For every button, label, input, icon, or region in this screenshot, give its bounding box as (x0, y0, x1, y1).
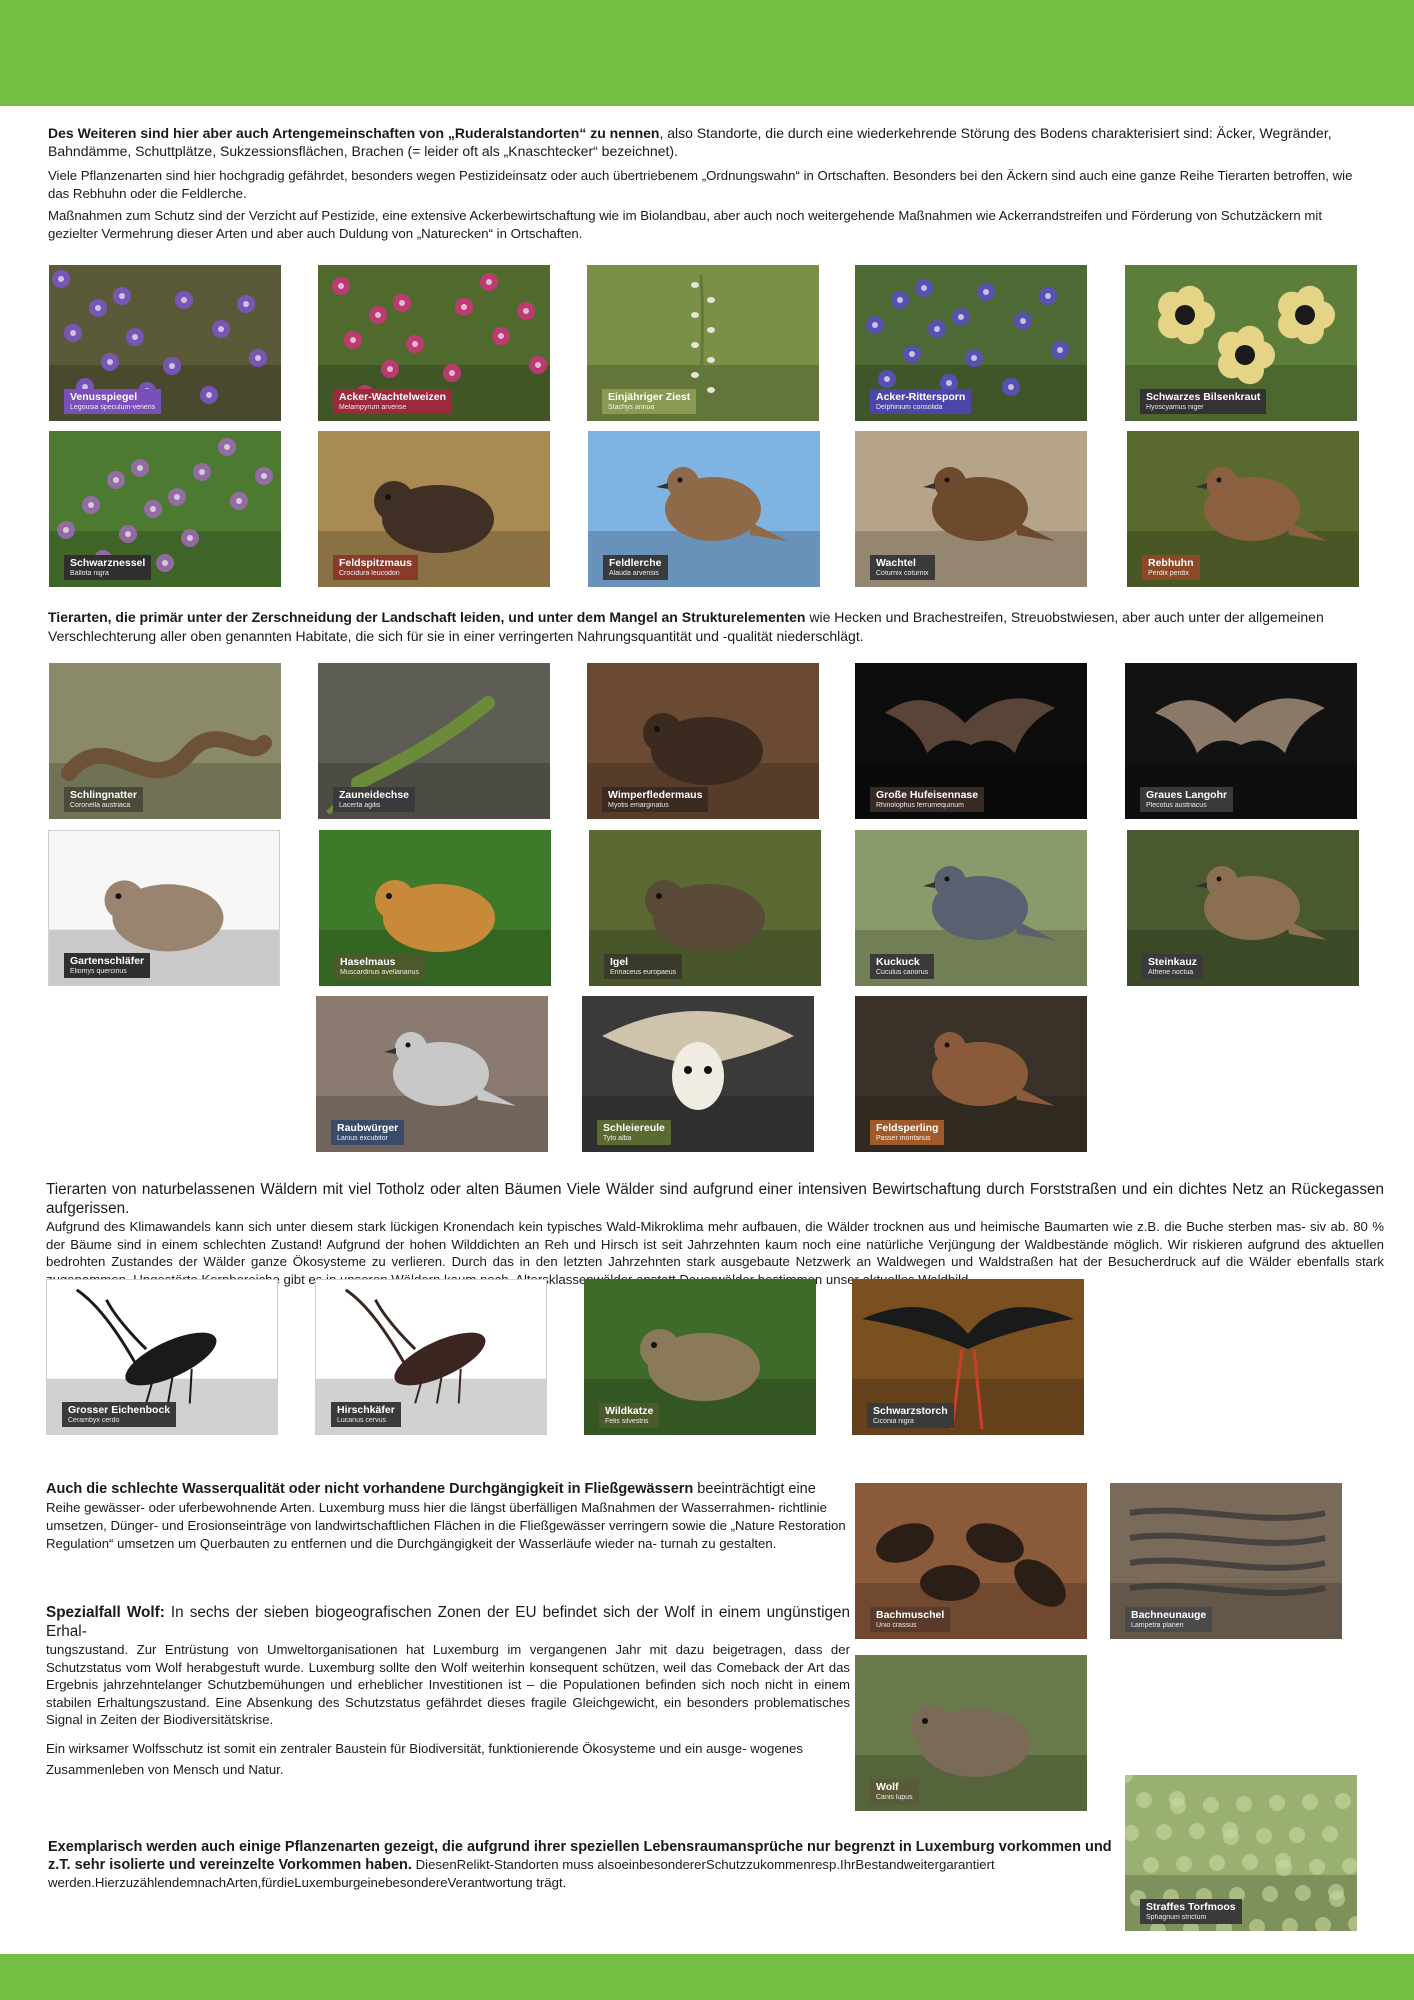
species-caption (604, 954, 682, 979)
species-photo (1127, 431, 1359, 587)
species-photo (855, 265, 1087, 421)
species-photo (587, 265, 819, 421)
species-photo (315, 1279, 547, 1435)
section-wolf-text (46, 1603, 850, 1729)
species-photo (855, 830, 1087, 986)
species-caption (603, 555, 668, 580)
section-forest-text (46, 1180, 1384, 1288)
species-common-name: Schwarzstorch (873, 1405, 948, 1417)
species-common-name: Schwarznessel (70, 557, 146, 569)
species-photo (855, 996, 1087, 1152)
species-caption (870, 1120, 944, 1145)
species-caption (1140, 787, 1233, 812)
species-caption (333, 389, 452, 414)
species-latin-name: Crocidura leucodon (339, 570, 400, 577)
species-caption (870, 389, 971, 414)
species-common-name: Igel (610, 956, 629, 968)
species-latin-name: Melampyrum arvense (339, 404, 407, 411)
ruderal-lead-rest: , also Standorte, die durch eine wiederkehrende Störung des Bodens charakterisiert sind: Äcker, Wegränder, Bahndämme, Schuttplätze, Sukzessionsflächen, Brachen (= leider oft als „Knaschtecker“ bezeichnet). (48, 125, 1332, 159)
water-body: Reihe gewässer- oder uferbewohnende Arten. Luxemburg muss hier die längst überfälligen Maßnahmen der Wasserrahmen- richtlinie umsetzen, Dünger- und Erosionseinträge von landwirtschaftlichen Flächen in die Fließgewässer verringern sowie die „Nature Restoration Regulation“ umsetzen um Querbauten zu entfernen und die Durchgängigkeit der Wasserläufe wieder na- turnah zu gestalten. (46, 1500, 846, 1551)
species-common-name: Feldspitzmaus (339, 557, 412, 569)
species-common-name: Acker-Wachtelweizen (339, 391, 446, 403)
species-latin-name: Ciconia nigra (873, 1418, 914, 1425)
species-latin-name: Athene noctua (1148, 969, 1194, 976)
species-latin-name: Legousia speculum-veneris (70, 404, 156, 411)
species-latin-name: Delphinium consolida (876, 404, 943, 411)
species-latin-name: Cuculus canorus (876, 969, 929, 976)
species-latin-name: Ballota nigra (70, 570, 109, 577)
species-common-name: Grosser Eichenbock (68, 1404, 171, 1416)
section-ruderal-text-2 (48, 167, 1358, 243)
species-caption (64, 389, 161, 414)
species-photo (318, 265, 550, 421)
wolf-lead-bold: Spezialfall Wolf: (46, 1604, 165, 1621)
forest-body: Aufgrund des Klimawandels kann sich unter diesem stark lückigen Kronendach kein typisches Wald-Mikroklima mehr aufbauen, die Wälder trocknen aus und heimische Baumarten wie z.B. die Buche sterben mas- siv ab. 80 % der Bäume sind in einem schlechten Zustand! Aufgrund der hohen Wilddichten an Reh und Hirsch ist seit Jahrzehnten kaum noch eine natürliche Verjüngung der Waldbestände möglich. Wir riskieren aufgrund des aktuellen bedrohten Zustandes der Wälder ganze Ökosysteme zu verlieren. Durch das in den letzten Jahrzehnten stark ausgebaute Netzwerk an Waldwegen und Waldstraßen hat der Besucherdruck auf die Wälder ebenfalls stark gibt Altersklassenwälder unser (46, 1219, 1384, 1287)
species-photo (584, 1279, 816, 1435)
species-common-name: Schleiereule (603, 1122, 665, 1134)
species-photo (1125, 663, 1357, 819)
ruderal-p3: Maßnahmen zum Schutz sind der Verzicht auf Pestizide, eine extensive Ackerbewirtschaftung wie im Biolandbau, aber auch noch weitergehende Maßnahmen wie Ackerrandstreifen und Förderung von Schutzäckern mit gezielter Vermehrung dieser Arten und aber auch Duldung von „Naturecken“ in Ortschaften. (48, 208, 1323, 241)
species-photo (49, 663, 281, 819)
species-caption (1142, 954, 1203, 979)
species-photo (318, 663, 550, 819)
species-common-name: Bachmuschel (876, 1609, 945, 1621)
species-photo (319, 830, 551, 986)
species-photo (855, 663, 1087, 819)
species-latin-name: Plecotus austriacus (1146, 802, 1207, 809)
species-caption (1125, 1607, 1212, 1632)
section-plants-text (48, 1838, 1118, 1892)
species-latin-name: Hyoscyamus niger (1146, 404, 1204, 411)
species-caption (1140, 1899, 1242, 1924)
species-common-name: Acker-Rittersporn (876, 391, 966, 403)
species-common-name: Straffes Torfmoos (1146, 1901, 1236, 1913)
species-caption (333, 787, 415, 812)
wolf-body: tungszustand. Zur Entrüstung von Umweltorganisationen hat Luxemburg im vergangenen Jahr mit dazu beigetragen, dass der Schutzstatus vom Wolf herabgestuft wurde. Luxemburg sollte den Wolf weiterhin konsequent schützen, weil das Comeback der Art das Ergebnis jahrzehntelanger Schutzbemühungen und erheblicher Investitionen ist – die Populationen befinden sich noch nicht in einem stabilen Erhaltungszustand. Eine Absenkung des Schutzstatus gefährdet dieses fragile Gleichgewicht, ein besonders problematisches Signal in Zeiten der Biodiversitätskrise. (46, 1642, 850, 1727)
species-latin-name: Coturnix coturnix (876, 570, 929, 577)
species-common-name: Große Hufeisennase (876, 789, 979, 801)
species-latin-name: Muscardinus avellanarius (340, 969, 419, 976)
plants-lead-rest: DiesenRelikt-Standorten muss alsoeinbesondererSchutzzukommenresp.IhrBestandweitergarantiert werden.HierzuzählendemnachArten,fürdieLuxemburgeinebesondereVerantwortung trägt. (48, 1857, 995, 1890)
species-common-name: Kuckuck (876, 956, 920, 968)
species-caption (331, 1120, 404, 1145)
species-latin-name: Cerambyx cerdo (68, 1417, 120, 1424)
top-green-band (0, 0, 1414, 106)
wolf-p2: Ein wirksamer Wolfsschutz ist somit ein zentraler Baustein für Biodiversität, funktionierende Ökosysteme und ein ausge- wogenes Zusammenleben von Mensch und Natur. (46, 1741, 803, 1777)
species-common-name: Hirschkäfer (337, 1404, 395, 1416)
plants-lead (48, 1838, 1118, 1892)
species-common-name: Haselmaus (340, 956, 396, 968)
species-caption (64, 555, 151, 580)
plants-lead-bold: Exemplarisch werden auch einige Pflanzenarten gezeigt, die aufgrund ihrer speziellen Lebensraumansprüche nur begrenzt in Luxemburg vorkommen und z.T. sehr isolierte und vereinzelte Vorkommen haben. (48, 1839, 1112, 1873)
species-caption (867, 1403, 954, 1428)
species-caption (64, 953, 150, 978)
species-latin-name: Canis lupus (876, 1794, 913, 1801)
species-caption (602, 787, 708, 812)
species-common-name: Schwarzes Bilsenkraut (1146, 391, 1261, 403)
species-common-name: Zauneidechse (339, 789, 410, 801)
species-latin-name: Eliomys quercinus (70, 968, 127, 975)
ruderal-lead-bold: Des Weiteren sind hier aber auch Artengemeinschaften von „Ruderalstandorten“ zu nennen (48, 125, 660, 141)
species-common-name: Feldlerche (609, 557, 662, 569)
fragmentation-lead-bold: Tierarten, die primär unter der Zerschneidung der Landschaft leiden, und unter dem Mangel an Strukturelementen (48, 609, 806, 625)
species-latin-name: Lucanus cervus (337, 1417, 387, 1424)
species-common-name: Einjähriger Ziest (608, 391, 691, 403)
species-common-name: Graues Langohr (1146, 789, 1228, 801)
species-common-name: Rebhuhn (1148, 557, 1194, 569)
water-lead-bold: Auch die schlechte Wasserqualität oder nicht vorhandene Durchgängigkeit in Fließgewässern (46, 1481, 694, 1497)
species-latin-name: Lacerta agilis (339, 802, 381, 809)
species-common-name: Wimperfledermaus (608, 789, 703, 801)
species-caption (870, 1779, 919, 1804)
species-photo (852, 1279, 1084, 1435)
ruderal-p2: Viele Pflanzenarten sind hier hochgradig gefährdet, besonders wegen Pestizideinsatz oder auch übertriebenem „Ordnungswahn“ in Ortschaften. Besonders bei den Äckern sind auch eine ganze Reihe Tierarten betroffen, wie das Rebhuhn oder die Feldlerche. (48, 168, 1353, 201)
species-photo (48, 830, 280, 986)
water-lead-rest: beeinträchtigt eine (693, 1481, 816, 1497)
species-latin-name: Perdix perdix (1148, 570, 1189, 577)
species-latin-name: Unio crassus (876, 1622, 917, 1629)
water-lead (46, 1480, 846, 1499)
species-caption (870, 787, 984, 812)
species-latin-name: Passer montanus (876, 1135, 931, 1142)
species-latin-name: Alauda arvensis (609, 570, 659, 577)
wolf-lead (46, 1603, 850, 1641)
species-photo (1125, 1775, 1357, 1931)
species-photo (49, 431, 281, 587)
fragmentation-lead (48, 608, 1410, 646)
ruderal-lead (48, 124, 1408, 160)
species-latin-name: Coronella austriaca (70, 802, 131, 809)
species-common-name: Wolf (876, 1781, 899, 1793)
species-photo (588, 431, 820, 587)
bottom-green-band (0, 1954, 1414, 2000)
species-common-name: Gartenschläfer (70, 955, 145, 967)
species-caption (870, 555, 935, 580)
species-caption (64, 787, 143, 812)
species-photo (316, 996, 548, 1152)
species-latin-name: Stachys annua (608, 404, 655, 411)
species-photo (589, 830, 821, 986)
species-photo (855, 1655, 1087, 1811)
species-photo (855, 431, 1087, 587)
species-caption (331, 1402, 401, 1427)
section-fragmentation-text (48, 608, 1410, 646)
species-latin-name: Myotis emarginatus (608, 802, 669, 809)
species-common-name: Schlingnatter (70, 789, 138, 801)
species-common-name: Wachtel (876, 557, 916, 569)
species-common-name: Steinkauz (1148, 956, 1198, 968)
species-caption (602, 389, 696, 414)
section-ruderal-text (48, 124, 1408, 160)
species-common-name: Raubwürger (337, 1122, 399, 1134)
species-caption (334, 954, 425, 979)
species-latin-name: Tyto alba (603, 1135, 632, 1142)
species-latin-name: Sphagnum strictum (1146, 1914, 1207, 1921)
species-latin-name: Rhinolophus ferrumequinum (876, 802, 964, 809)
species-caption (62, 1402, 176, 1427)
species-latin-name: Lanius excubitor (337, 1135, 388, 1142)
species-photo (49, 265, 281, 421)
species-common-name: Feldsperling (876, 1122, 939, 1134)
forest-lead: Tierarten von naturbelassenen Wäldern mit viel Totholz oder alten Bäumen Viele Wälder sind aufgrund einer intensiven Bewirtschaftung durch Forststraßen und ein dichtes Netz an Rückegassen aufgerissen. (46, 1181, 1384, 1217)
species-photo (582, 996, 814, 1152)
section-wolf-text-2 (46, 1738, 846, 1780)
species-caption (599, 1403, 659, 1428)
species-photo (1125, 265, 1357, 421)
species-photo (855, 1483, 1087, 1639)
species-caption (1140, 389, 1266, 414)
species-photo (46, 1279, 278, 1435)
species-photo (1110, 1483, 1342, 1639)
species-caption (1142, 555, 1200, 580)
species-caption (870, 1607, 950, 1632)
species-caption (333, 555, 418, 580)
species-caption (870, 954, 934, 979)
species-caption (597, 1120, 671, 1145)
species-common-name: Bachneunauge (1131, 1609, 1207, 1621)
species-photo (318, 431, 550, 587)
species-common-name: Venusspiegel (70, 391, 138, 403)
fragmentation-lead-rest: wie Hecken und Brachestreifen, Streuobstwiesen, aber auch unter der allgemeinen Verschlechterung aller oben genannten Habitate, die sich für sie in einer verringerten Nahrungsquantität und -qualität niederschlägt. (48, 609, 1324, 644)
species-photo (1127, 830, 1359, 986)
section-water-text (46, 1480, 846, 1553)
species-common-name: Wildkatze (605, 1405, 654, 1417)
wolf-lead-rest: In sechs der sieben biogeografischen Zonen der EU befindet sich der Wolf in einem ungünstigen Erhal- (46, 1604, 850, 1640)
species-latin-name: Felis silvestris (605, 1418, 649, 1425)
species-latin-name: Erinaceus europaeus (610, 969, 677, 976)
species-photo (587, 663, 819, 819)
species-latin-name: Lampetra planeri (1131, 1622, 1184, 1629)
